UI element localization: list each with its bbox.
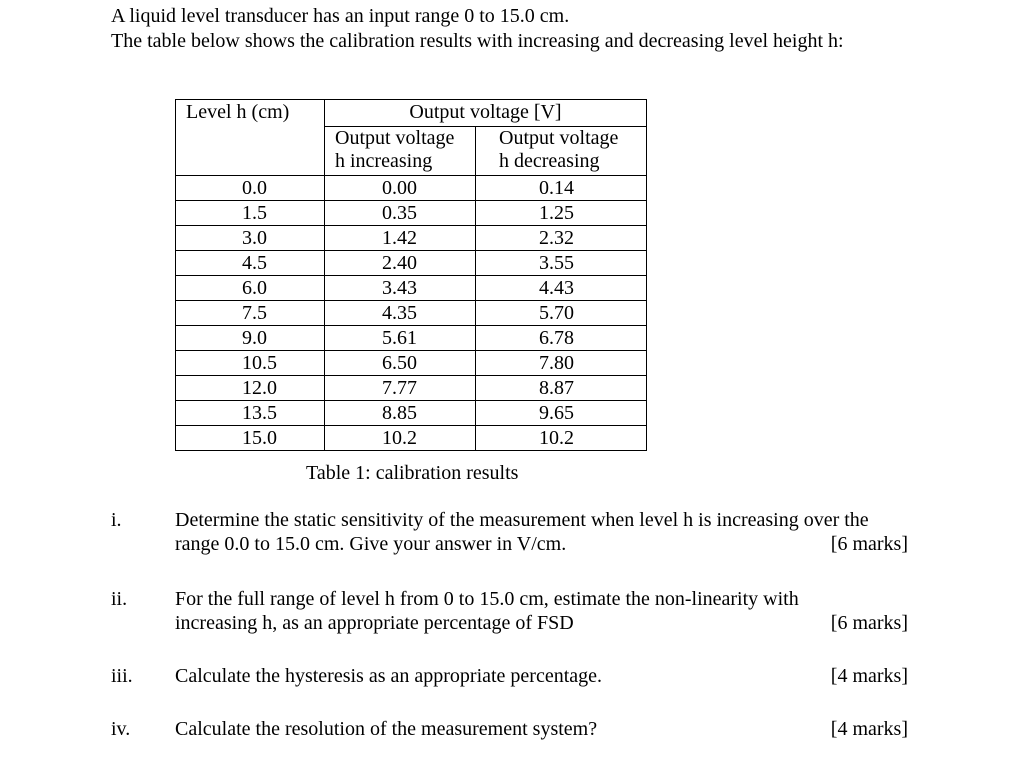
level-cell: 9.0	[176, 326, 325, 351]
table-row	[176, 226, 647, 251]
problem-intro	[111, 4, 844, 54]
increasing-cell: 6.50	[325, 351, 476, 376]
question-text	[175, 508, 935, 556]
header-increasing-line-2: h increasing	[335, 150, 433, 172]
table-row	[176, 201, 647, 226]
header-increasing-line-1: Output voltage	[335, 127, 455, 149]
calibration-table	[175, 99, 647, 451]
level-cell: 15.0	[176, 426, 325, 451]
decreasing-cell: 0.14	[476, 176, 647, 201]
level-cell: 10.5	[176, 351, 325, 376]
question-text-line-2: range 0.0 to 15.0 cm. Give your answer in V/cm.	[175, 533, 567, 555]
question-text	[175, 664, 935, 688]
question-text-line-1: Calculate the hysteresis as an appropriate percentage.	[175, 665, 603, 687]
header-output-voltage: Output voltage [V]	[325, 100, 647, 127]
table-row	[176, 376, 647, 401]
increasing-cell: 3.43	[325, 276, 476, 301]
level-cell: 12.0	[176, 376, 325, 401]
question-number: ii.	[111, 588, 128, 610]
increasing-cell: 2.40	[325, 251, 476, 276]
increasing-cell: 0.00	[325, 176, 476, 201]
decreasing-cell: 9.65	[476, 401, 647, 426]
decreasing-cell: 4.43	[476, 276, 647, 301]
header-decreasing-line-1: Output voltage	[499, 127, 619, 149]
table-row	[176, 401, 647, 426]
increasing-cell: 5.61	[325, 326, 476, 351]
question-marks: [4 marks]	[830, 665, 908, 687]
question-number: i.	[111, 509, 122, 531]
decreasing-cell: 6.78	[476, 326, 647, 351]
table-row	[176, 326, 647, 351]
question-text-line-1: For the full range of level h from 0 to 15.0 cm, estimate the non-linearity with	[175, 588, 799, 610]
table-row	[176, 426, 647, 451]
level-cell: 7.5	[176, 301, 325, 326]
table-row	[176, 276, 647, 301]
table-row	[176, 351, 647, 376]
header-decreasing	[476, 127, 647, 176]
header-increasing	[325, 127, 476, 176]
increasing-cell: 10.2	[325, 426, 476, 451]
header-decreasing-line-2: h decreasing	[499, 150, 600, 172]
increasing-cell: 4.35	[325, 301, 476, 326]
question-marks: [6 marks]	[830, 612, 908, 634]
decreasing-cell: 8.87	[476, 376, 647, 401]
level-cell: 4.5	[176, 251, 325, 276]
table-caption: Table 1: calibration results	[306, 462, 519, 484]
intro-line-1: A liquid level transducer has an input range 0 to 15.0 cm.	[111, 5, 570, 27]
table-row	[176, 301, 647, 326]
decreasing-cell: 7.80	[476, 351, 647, 376]
question-text-line-2: increasing h, as an appropriate percentage of FSD	[175, 612, 574, 634]
table-row	[176, 176, 647, 201]
level-cell: 1.5	[176, 201, 325, 226]
decreasing-cell: 3.55	[476, 251, 647, 276]
level-cell: 13.5	[176, 401, 325, 426]
intro-line-2: The table below shows the calibration results with increasing and decreasing level height h:	[111, 30, 844, 52]
question-marks: [6 marks]	[830, 533, 908, 555]
decreasing-cell: 5.70	[476, 301, 647, 326]
question-text	[175, 717, 935, 741]
decreasing-cell: 1.25	[476, 201, 647, 226]
question-text-line-1: Calculate the resolution of the measurement system?	[175, 718, 598, 740]
question-number: iv.	[111, 718, 131, 740]
question-text	[175, 587, 935, 635]
table-row	[176, 251, 647, 276]
decreasing-cell: 10.2	[476, 426, 647, 451]
question-marks: [4 marks]	[830, 718, 908, 740]
decreasing-cell: 2.32	[476, 226, 647, 251]
increasing-cell: 8.85	[325, 401, 476, 426]
increasing-cell: 1.42	[325, 226, 476, 251]
question-text-line-1: Determine the static sensitivity of the measurement when level h is increasing over the	[175, 509, 869, 531]
level-cell: 6.0	[176, 276, 325, 301]
increasing-cell: 7.77	[325, 376, 476, 401]
header-level: Level h (cm)	[176, 100, 325, 176]
level-cell: 0.0	[176, 176, 325, 201]
increasing-cell: 0.35	[325, 201, 476, 226]
question-number: iii.	[111, 665, 133, 687]
level-cell: 3.0	[176, 226, 325, 251]
